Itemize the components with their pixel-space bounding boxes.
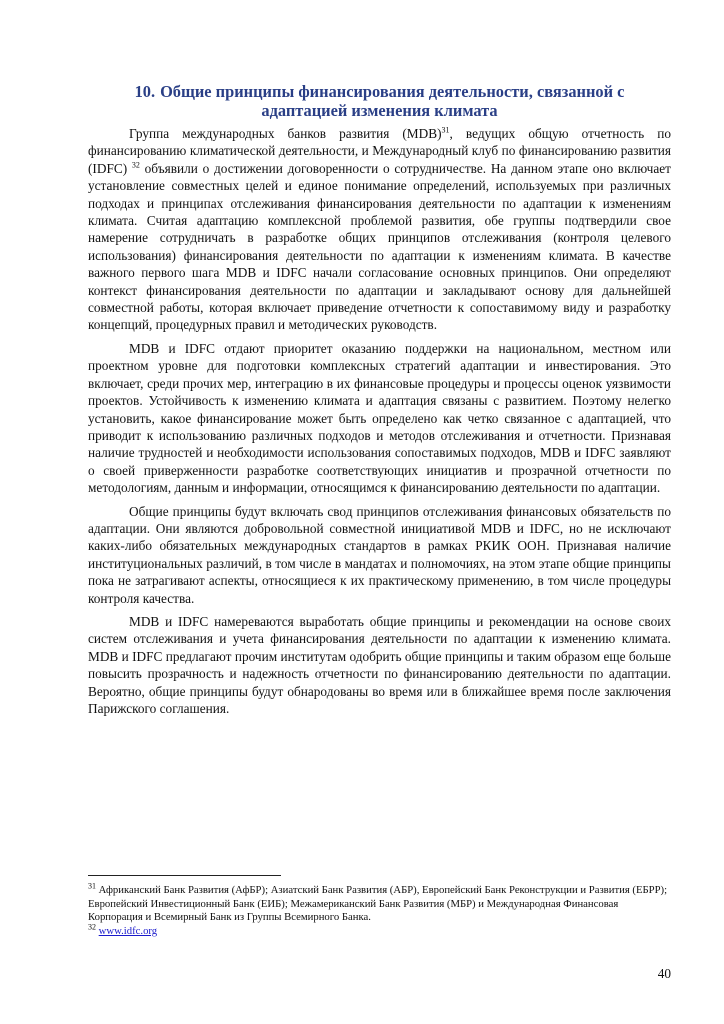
footnote-31-mark: 31 [88, 881, 96, 891]
heading-title-part-2: адаптацией изменения климата [261, 101, 498, 120]
footnote-32 [88, 922, 671, 939]
footnote-32-mark: 32 [88, 922, 96, 932]
footnotes [88, 875, 671, 938]
footnote-31-text: Африканский Банк Развития (АфБР); Азиатский Банк Развития (АБР), Европейский Банк Реконструкции и Развития (ЕБРР); Европейский Инвестиционный Банк (ЕИБ); Межамериканский Банк Развития (МБР) и Международная Финансовая Корпорация и Всемирный Банк из Группы Всемирного Банка. [88, 884, 668, 924]
page-number: 40 [657, 966, 671, 981]
paragraph-1 [88, 125, 671, 334]
paragraph-2: MDB и IDFC отдают приоритет оказанию поддержки на национальном, местном или проектном уровне для подготовки комплексных стратегий адаптации и инвестирования. Это включает, среди прочих мер, интеграцию в их финансовые процедуры и процессы оценок уязвимости проектов. Устойчивость к изменению климата и адаптация связаны с развитием. Поэтому нелегко установить, какое финансирование может быть определено как четко связанное с адаптацией, что приводит к использованию различных подходов и методов отслеживания и отчетности. Признавая наличие трудностей и необходимости использования сопоставимых подходов, MDB и IDFC заявляют о своей приверженности разработке соответствующих инициатив и прозрачной отчетности по методологиям, данным и информации, относящимся к финансированию деятельности по адаптации. [88, 340, 671, 496]
footnote-ref-31[interactable]: 31 [441, 125, 450, 135]
section-heading [88, 82, 671, 120]
heading-title-part-1: Общие принципы финансирования деятельности, связанной с [160, 82, 625, 101]
paragraph-4: MDB и IDFC намереваются выработать общие принципы и рекомендации на основе своих систем отслеживания и учета финансирования деятельности по адаптации к изменению климата. MDB и IDFC предлагают прочим институтам одобрить общие принципы и таким образом еще больше повысить прозрачность и надежность отчетности по финансированию деятельности по адаптации. Вероятно, общие принципы будут обнародованы во время или в ближайшее время после заключения Парижского соглашения. [88, 613, 671, 716]
footnote-ref-32[interactable]: 32 [131, 160, 140, 170]
paragraph-3: Общие принципы будут включать свод принципов отслеживания финансовых обязательств по адаптации. Они являются добровольной совместной инициативой MDB и IDFC, но не исключают каких-либо обязательных международных стандартов в рамках РКИК ООН. Признавая наличие институциональных различий, в том числе в мандатах и полномочиях, на этом этапе общие принципы пока не затрагивают аспекты, относящиеся к их практическому применению, в том числе процедуры контроля качества. [88, 503, 671, 606]
footnote-31 [88, 881, 671, 925]
footnote-divider [88, 875, 281, 876]
heading-line-1 [88, 82, 671, 101]
page-body [88, 82, 671, 717]
paragraph-1-text-a: Группа международных банков развития (MDB) [129, 126, 442, 141]
paragraph-1-text-c: объявили о достижении договоренности о сотрудничестве. На данном этапе оно включает установление совместных целей и единое понимание определений, используемых при различных подходах и принципах отслеживания финансирования деятельности по адаптации к изменениям климата. Считая адаптацию комплексной проблемой развития, обе группы подтвердили свое намерение сотрудничать в разработке общих принципов отслеживания (контроля целевого использования) финансирования деятельности по адаптации к изменениям климата. В качестве важного первого шага MDB и IDFC начали согласование основных принципов. Они определяют контекст финансирования деятельности по адаптации и закладывают основу для дальнейшей совместной работы, которая включает приведение отчетности к сопоставимому виду и разработку концепций, процедурных правил и методических руководств. [88, 160, 671, 333]
paragraph-1-text-b: , ведущих общую отчетность по финансированию климатической деятельности, и Международный клуб по финансированию развития (IDFC) [88, 126, 671, 176]
section-number: 10. [134, 82, 156, 101]
idfc-link[interactable]: www.idfc.org [98, 924, 158, 937]
